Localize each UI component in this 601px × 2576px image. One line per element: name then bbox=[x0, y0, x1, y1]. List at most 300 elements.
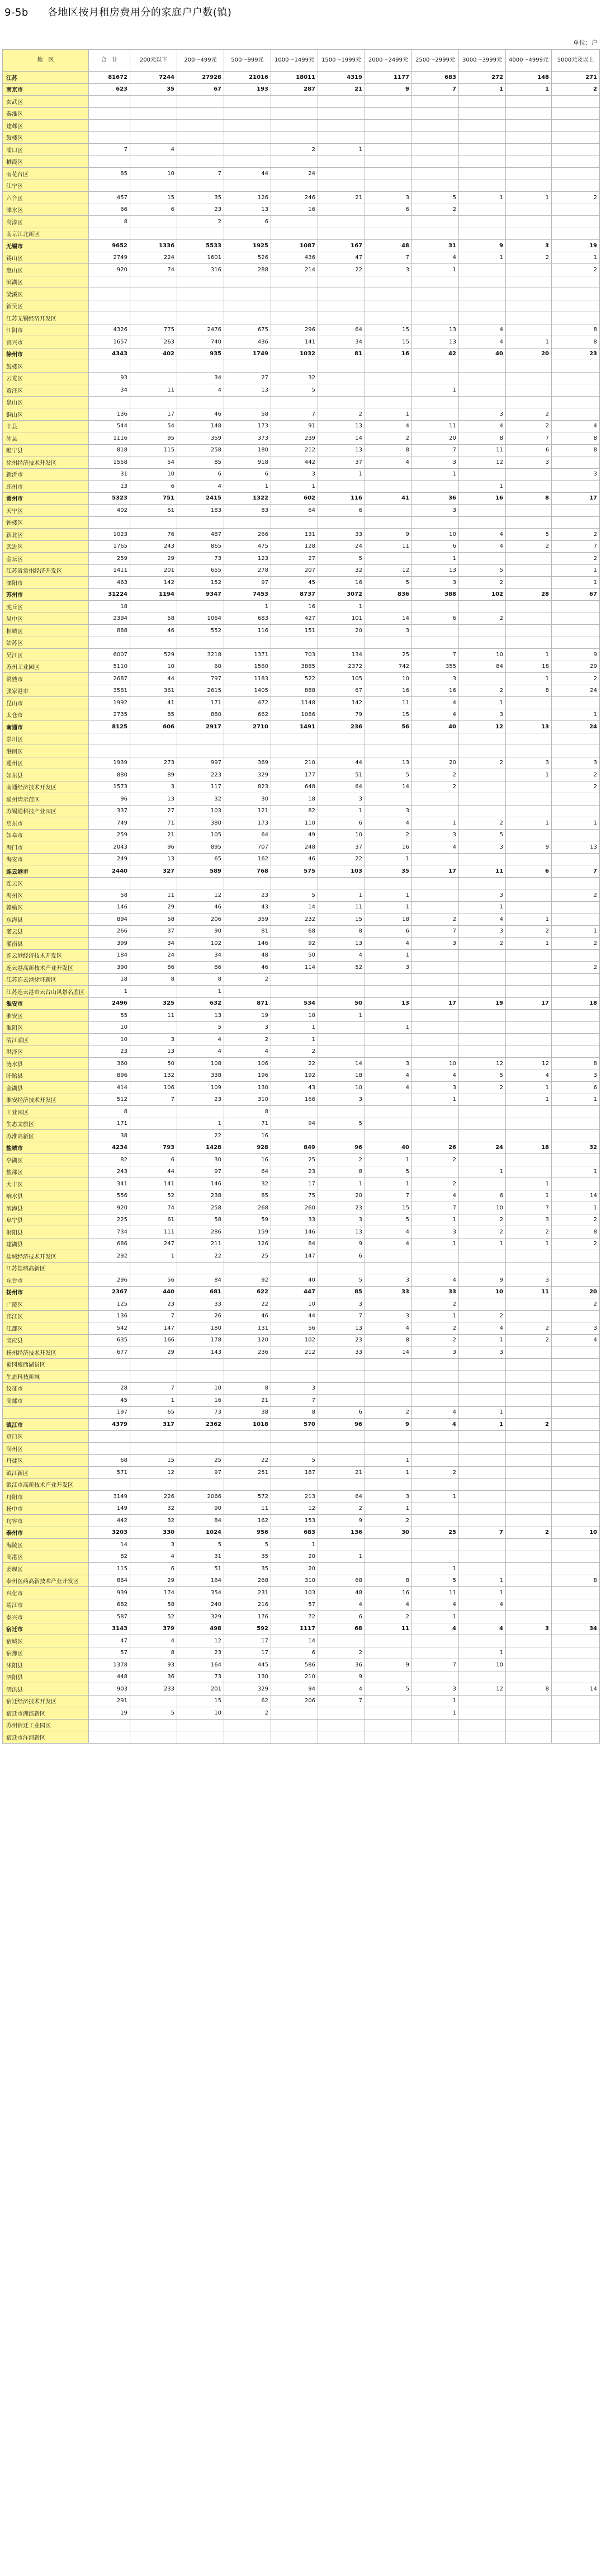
value-cell: 8 bbox=[224, 1106, 271, 1118]
value-cell bbox=[506, 468, 552, 481]
value-cell: 360 bbox=[89, 1058, 130, 1070]
value-cell: 2 bbox=[506, 420, 552, 432]
value-cell: 249 bbox=[89, 853, 130, 865]
value-cell: 2 bbox=[506, 1419, 552, 1431]
value-cell bbox=[459, 1551, 506, 1563]
value-cell bbox=[412, 516, 459, 529]
value-cell bbox=[365, 216, 412, 228]
value-cell: 20 bbox=[412, 757, 459, 769]
value-cell: 273 bbox=[130, 757, 177, 769]
value-cell bbox=[412, 733, 459, 745]
value-cell: 207 bbox=[271, 564, 318, 577]
column-header: 5000元及以上 bbox=[552, 50, 600, 72]
region-cell: 张家港市 bbox=[3, 685, 89, 697]
value-cell: 197 bbox=[89, 1406, 130, 1419]
value-cell bbox=[459, 204, 506, 216]
table-row bbox=[3, 120, 600, 132]
table-row bbox=[3, 973, 600, 986]
value-cell: 10 bbox=[177, 1382, 224, 1395]
value-cell: 246 bbox=[271, 192, 318, 204]
value-cell: 18 bbox=[506, 661, 552, 673]
value-cell: 2 bbox=[271, 1046, 318, 1058]
value-cell: 4379 bbox=[89, 1419, 130, 1431]
value-cell: 2 bbox=[412, 1298, 459, 1311]
region-cell: 泰州医药高新技术产业开发区 bbox=[3, 1575, 89, 1587]
value-cell bbox=[552, 1515, 600, 1527]
value-cell: 97 bbox=[177, 1166, 224, 1178]
value-cell bbox=[552, 204, 600, 216]
value-cell: 206 bbox=[271, 1695, 318, 1707]
value-cell: 58 bbox=[89, 889, 130, 902]
value-cell bbox=[177, 1478, 224, 1491]
value-cell: 16 bbox=[224, 1130, 271, 1142]
value-cell: 2496 bbox=[89, 997, 130, 1010]
region-cell: 虎丘区 bbox=[3, 601, 89, 613]
value-cell: 361 bbox=[130, 685, 177, 697]
value-cell bbox=[506, 1358, 552, 1371]
value-cell: 4 bbox=[412, 1599, 459, 1611]
value-cell bbox=[224, 1731, 271, 1744]
value-cell bbox=[412, 1046, 459, 1058]
value-cell bbox=[177, 1262, 224, 1274]
value-cell: 34 bbox=[89, 384, 130, 397]
value-cell bbox=[130, 877, 177, 889]
region-cell: 江宁区 bbox=[3, 180, 89, 192]
region-cell: 钟楼区 bbox=[3, 516, 89, 529]
value-cell: 131 bbox=[224, 1322, 271, 1335]
value-cell: 12 bbox=[506, 1058, 552, 1070]
value-cell: 5323 bbox=[89, 492, 130, 505]
value-cell: 12 bbox=[459, 456, 506, 469]
value-cell bbox=[130, 1021, 177, 1034]
value-cell: 3 bbox=[459, 709, 506, 721]
value-cell: 15 bbox=[130, 1454, 177, 1467]
value-cell: 9 bbox=[365, 1659, 412, 1671]
value-cell: 131 bbox=[271, 529, 318, 541]
value-cell bbox=[365, 1046, 412, 1058]
value-cell: 266 bbox=[224, 529, 271, 541]
value-cell: 2735 bbox=[89, 709, 130, 721]
value-cell bbox=[89, 1262, 130, 1274]
value-cell bbox=[506, 553, 552, 565]
value-cell: 33 bbox=[318, 1346, 365, 1359]
value-cell: 24 bbox=[459, 1142, 506, 1154]
value-cell: 34 bbox=[552, 1623, 600, 1635]
value-cell: 20 bbox=[271, 1563, 318, 1575]
region-cell: 惠山区 bbox=[3, 264, 89, 276]
value-cell: 11 bbox=[459, 444, 506, 456]
value-cell bbox=[318, 384, 365, 397]
table-row bbox=[3, 1430, 600, 1443]
value-cell bbox=[552, 901, 600, 913]
value-cell bbox=[552, 1021, 600, 1034]
value-cell: 369 bbox=[224, 757, 271, 769]
value-cell: 7 bbox=[552, 540, 600, 553]
value-cell bbox=[271, 360, 318, 373]
value-cell: 436 bbox=[271, 252, 318, 264]
region-cell: 滨海县 bbox=[3, 1202, 89, 1214]
value-cell: 71 bbox=[224, 1118, 271, 1130]
value-cell: 1 bbox=[459, 83, 506, 96]
table-row bbox=[3, 1346, 600, 1359]
value-cell: 32 bbox=[318, 564, 365, 577]
value-cell: 233 bbox=[130, 1683, 177, 1696]
value-cell: 33 bbox=[412, 1286, 459, 1298]
value-cell: 21016 bbox=[224, 72, 271, 84]
table-row bbox=[3, 1575, 600, 1587]
table-row bbox=[3, 877, 600, 889]
value-cell: 6 bbox=[318, 1250, 365, 1263]
table-row bbox=[3, 1503, 600, 1515]
value-cell: 4 bbox=[177, 1046, 224, 1058]
region-cell: 宜兴市 bbox=[3, 336, 89, 349]
region-cell: 海安市 bbox=[3, 853, 89, 865]
value-cell: 1 bbox=[552, 252, 600, 264]
value-cell: 29 bbox=[552, 661, 600, 673]
value-cell bbox=[224, 96, 271, 108]
value-cell: 13 bbox=[130, 793, 177, 806]
value-cell bbox=[459, 372, 506, 384]
value-cell: 21 bbox=[318, 1467, 365, 1479]
value-cell: 4 bbox=[412, 1623, 459, 1635]
value-cell bbox=[224, 745, 271, 757]
value-cell bbox=[506, 180, 552, 192]
value-cell: 3 bbox=[412, 938, 459, 950]
value-cell: 8 bbox=[552, 324, 600, 336]
value-cell bbox=[177, 1430, 224, 1443]
value-cell: 9 bbox=[506, 841, 552, 854]
value-cell: 26 bbox=[412, 1142, 459, 1154]
value-cell bbox=[506, 973, 552, 986]
value-cell: 38 bbox=[224, 1406, 271, 1419]
value-cell: 196 bbox=[224, 1070, 271, 1082]
unit-note: 单位：户 bbox=[573, 39, 598, 46]
table-row bbox=[3, 1070, 600, 1082]
value-cell: 1 bbox=[365, 1467, 412, 1479]
value-cell bbox=[177, 276, 224, 288]
value-cell: 823 bbox=[224, 781, 271, 793]
table-row bbox=[3, 420, 600, 432]
value-cell bbox=[365, 96, 412, 108]
value-cell: 13 bbox=[89, 481, 130, 493]
value-cell: 592 bbox=[224, 1623, 271, 1635]
value-cell: 85 bbox=[89, 168, 130, 180]
value-cell bbox=[224, 1262, 271, 1274]
value-cell bbox=[412, 180, 459, 192]
value-cell bbox=[224, 144, 271, 156]
table-row bbox=[3, 372, 600, 384]
value-cell: 1 bbox=[130, 1250, 177, 1263]
value-cell: 96 bbox=[130, 841, 177, 854]
value-cell: 22 bbox=[318, 264, 365, 276]
value-cell bbox=[506, 1659, 552, 1671]
value-cell: 1 bbox=[459, 1575, 506, 1587]
value-cell bbox=[552, 300, 600, 312]
value-cell: 13 bbox=[412, 564, 459, 577]
value-cell bbox=[506, 1467, 552, 1479]
value-cell bbox=[552, 949, 600, 962]
value-cell bbox=[459, 216, 506, 228]
value-cell: 97 bbox=[177, 1467, 224, 1479]
value-cell bbox=[365, 228, 412, 240]
value-cell: 1411 bbox=[89, 564, 130, 577]
value-cell bbox=[318, 1635, 365, 1647]
value-cell: 457 bbox=[89, 192, 130, 204]
region-cell: 泗洪县 bbox=[3, 1683, 89, 1696]
value-cell: 239 bbox=[271, 432, 318, 445]
column-header: 200～499元 bbox=[177, 50, 224, 72]
value-cell: 5 bbox=[365, 769, 412, 781]
value-cell: 21 bbox=[224, 1395, 271, 1407]
value-cell: 655 bbox=[177, 564, 224, 577]
value-cell: 4 bbox=[412, 1274, 459, 1287]
value-cell bbox=[459, 625, 506, 637]
table-row bbox=[3, 216, 600, 228]
value-cell bbox=[89, 637, 130, 649]
value-cell: 3 bbox=[506, 757, 552, 769]
table-row bbox=[3, 553, 600, 565]
value-cell: 388 bbox=[412, 588, 459, 601]
value-cell: 8 bbox=[177, 973, 224, 986]
value-cell: 31224 bbox=[89, 588, 130, 601]
value-cell: 67 bbox=[318, 685, 365, 697]
value-cell bbox=[552, 829, 600, 841]
value-cell: 2 bbox=[412, 1322, 459, 1335]
value-cell: 16 bbox=[365, 348, 412, 360]
value-cell bbox=[271, 120, 318, 132]
value-cell: 65 bbox=[177, 853, 224, 865]
value-cell bbox=[506, 264, 552, 276]
value-cell: 82 bbox=[89, 1154, 130, 1166]
value-cell: 5 bbox=[318, 553, 365, 565]
value-cell: 3 bbox=[130, 1034, 177, 1046]
value-cell: 201 bbox=[130, 564, 177, 577]
value-cell: 11 bbox=[224, 1503, 271, 1515]
value-cell: 37 bbox=[318, 841, 365, 854]
value-cell bbox=[552, 613, 600, 625]
value-cell: 1 bbox=[130, 1395, 177, 1407]
value-cell: 6 bbox=[459, 1190, 506, 1202]
value-cell bbox=[224, 1358, 271, 1371]
table-row bbox=[3, 131, 600, 144]
value-cell: 32 bbox=[177, 793, 224, 806]
region-cell: 无锡市 bbox=[3, 240, 89, 252]
value-cell: 15 bbox=[130, 192, 177, 204]
value-cell bbox=[365, 1262, 412, 1274]
value-cell: 50 bbox=[271, 949, 318, 962]
value-cell bbox=[552, 131, 600, 144]
value-cell: 920 bbox=[89, 264, 130, 276]
region-cell: 栖霞区 bbox=[3, 156, 89, 168]
value-cell bbox=[365, 1094, 412, 1106]
value-cell: 2 bbox=[459, 817, 506, 830]
value-cell: 526 bbox=[224, 252, 271, 264]
value-cell: 105 bbox=[177, 829, 224, 841]
value-cell bbox=[412, 96, 459, 108]
region-cell: 金湖县 bbox=[3, 1082, 89, 1094]
table-row bbox=[3, 1058, 600, 1070]
value-cell bbox=[318, 1707, 365, 1720]
value-cell: 268 bbox=[224, 1202, 271, 1214]
value-cell: 58 bbox=[130, 613, 177, 625]
value-cell bbox=[459, 1154, 506, 1166]
region-cell: 宿迁经济技术开发区 bbox=[3, 1695, 89, 1707]
value-cell: 266 bbox=[89, 925, 130, 938]
region-cell: 淮安区 bbox=[3, 1010, 89, 1022]
value-cell: 46 bbox=[177, 408, 224, 421]
value-cell: 749 bbox=[89, 817, 130, 830]
table-row bbox=[3, 1707, 600, 1720]
value-cell: 6007 bbox=[89, 649, 130, 661]
value-cell: 2749 bbox=[89, 252, 130, 264]
region-cell: 启东市 bbox=[3, 817, 89, 830]
value-cell bbox=[459, 1118, 506, 1130]
value-cell bbox=[412, 120, 459, 132]
region-cell: 通州湾示范区 bbox=[3, 793, 89, 806]
value-cell bbox=[177, 300, 224, 312]
value-cell bbox=[318, 1395, 365, 1407]
value-cell: 126 bbox=[224, 1238, 271, 1250]
table-row bbox=[3, 1021, 600, 1034]
value-cell: 43 bbox=[271, 1082, 318, 1094]
value-cell: 13 bbox=[224, 204, 271, 216]
value-cell bbox=[506, 1106, 552, 1118]
value-cell: 17 bbox=[506, 997, 552, 1010]
value-cell bbox=[318, 745, 365, 757]
value-cell: 7 bbox=[365, 252, 412, 264]
value-cell bbox=[318, 288, 365, 300]
region-cell: 淮安经济技术开发区 bbox=[3, 1094, 89, 1106]
value-cell: 7 bbox=[365, 1190, 412, 1202]
value-cell: 1 bbox=[365, 1503, 412, 1515]
value-cell: 166 bbox=[271, 1094, 318, 1106]
value-cell: 1 bbox=[224, 481, 271, 493]
value-cell: 164 bbox=[177, 1659, 224, 1671]
value-cell bbox=[365, 107, 412, 120]
value-cell: 148 bbox=[506, 72, 552, 84]
value-cell: 7 bbox=[89, 144, 130, 156]
value-cell bbox=[552, 973, 600, 986]
table-row bbox=[3, 817, 600, 830]
region-cell: 天宁区 bbox=[3, 505, 89, 517]
value-cell bbox=[506, 1021, 552, 1034]
table-row bbox=[3, 288, 600, 300]
value-cell bbox=[365, 1647, 412, 1659]
value-cell: 1 bbox=[318, 1178, 365, 1190]
value-cell bbox=[459, 1021, 506, 1034]
value-cell: 52 bbox=[130, 1190, 177, 1202]
value-cell bbox=[506, 204, 552, 216]
value-cell bbox=[412, 877, 459, 889]
value-cell: 236 bbox=[318, 721, 365, 733]
value-cell bbox=[365, 1539, 412, 1551]
value-cell: 903 bbox=[89, 1683, 130, 1696]
value-cell: 4 bbox=[459, 336, 506, 349]
value-cell: 10 bbox=[130, 168, 177, 180]
table-row bbox=[3, 1034, 600, 1046]
value-cell: 7 bbox=[412, 444, 459, 456]
value-cell: 3203 bbox=[89, 1527, 130, 1539]
value-cell: 128 bbox=[271, 540, 318, 553]
region-cell: 浦口区 bbox=[3, 144, 89, 156]
value-cell bbox=[506, 1130, 552, 1142]
value-cell: 586 bbox=[271, 1659, 318, 1671]
value-cell: 296 bbox=[89, 1274, 130, 1287]
value-cell: 11 bbox=[412, 420, 459, 432]
table-number: 9-5b bbox=[4, 7, 29, 18]
value-cell bbox=[177, 360, 224, 373]
value-cell: 1749 bbox=[224, 348, 271, 360]
value-cell bbox=[412, 1382, 459, 1395]
value-cell bbox=[412, 745, 459, 757]
value-cell: 4 bbox=[552, 1334, 600, 1346]
value-cell: 16 bbox=[224, 1154, 271, 1166]
table-row bbox=[3, 1130, 600, 1142]
value-cell bbox=[318, 216, 365, 228]
value-cell: 939 bbox=[89, 1587, 130, 1599]
value-cell: 6 bbox=[365, 925, 412, 938]
value-cell: 64 bbox=[318, 781, 365, 793]
value-cell: 10 bbox=[271, 1298, 318, 1311]
value-cell bbox=[271, 1719, 318, 1731]
value-cell: 1 bbox=[318, 601, 365, 613]
value-cell bbox=[412, 1166, 459, 1178]
value-cell: 14 bbox=[89, 1539, 130, 1551]
table-row bbox=[3, 1274, 600, 1287]
value-cell: 12 bbox=[459, 1683, 506, 1696]
value-cell bbox=[506, 1154, 552, 1166]
region-cell: 东台市 bbox=[3, 1274, 89, 1287]
value-cell bbox=[365, 1731, 412, 1744]
value-cell: 103 bbox=[177, 805, 224, 817]
value-cell bbox=[552, 180, 600, 192]
column-header: 200元以下 bbox=[130, 50, 177, 72]
value-cell: 463 bbox=[89, 577, 130, 589]
table-row bbox=[3, 1166, 600, 1178]
value-cell: 4 bbox=[365, 1238, 412, 1250]
value-cell: 797 bbox=[177, 673, 224, 685]
value-cell: 9 bbox=[318, 1238, 365, 1250]
value-cell: 14 bbox=[552, 1190, 600, 1202]
value-cell bbox=[552, 312, 600, 324]
value-cell: 4 bbox=[412, 697, 459, 709]
value-cell: 4 bbox=[412, 1190, 459, 1202]
value-cell: 84 bbox=[177, 1274, 224, 1287]
value-cell bbox=[318, 276, 365, 288]
region-cell: 江苏 bbox=[3, 72, 89, 84]
value-cell bbox=[506, 1707, 552, 1720]
value-cell: 110 bbox=[271, 817, 318, 830]
value-cell: 2 bbox=[506, 1322, 552, 1335]
region-cell: 江苏盐城高新区 bbox=[3, 1262, 89, 1274]
value-cell bbox=[130, 986, 177, 998]
table-row bbox=[3, 481, 600, 493]
value-cell: 23 bbox=[89, 1046, 130, 1058]
region-cell: 通州区 bbox=[3, 757, 89, 769]
value-cell: 236 bbox=[224, 1346, 271, 1359]
value-cell: 3143 bbox=[89, 1623, 130, 1635]
value-cell bbox=[130, 601, 177, 613]
value-cell bbox=[459, 1382, 506, 1395]
value-cell bbox=[271, 1371, 318, 1383]
value-cell bbox=[506, 1250, 552, 1263]
value-cell bbox=[459, 360, 506, 373]
value-cell bbox=[459, 1034, 506, 1046]
region-cell: 海州区 bbox=[3, 889, 89, 902]
value-cell: 24 bbox=[552, 721, 600, 733]
value-cell bbox=[365, 168, 412, 180]
value-cell bbox=[506, 1575, 552, 1587]
